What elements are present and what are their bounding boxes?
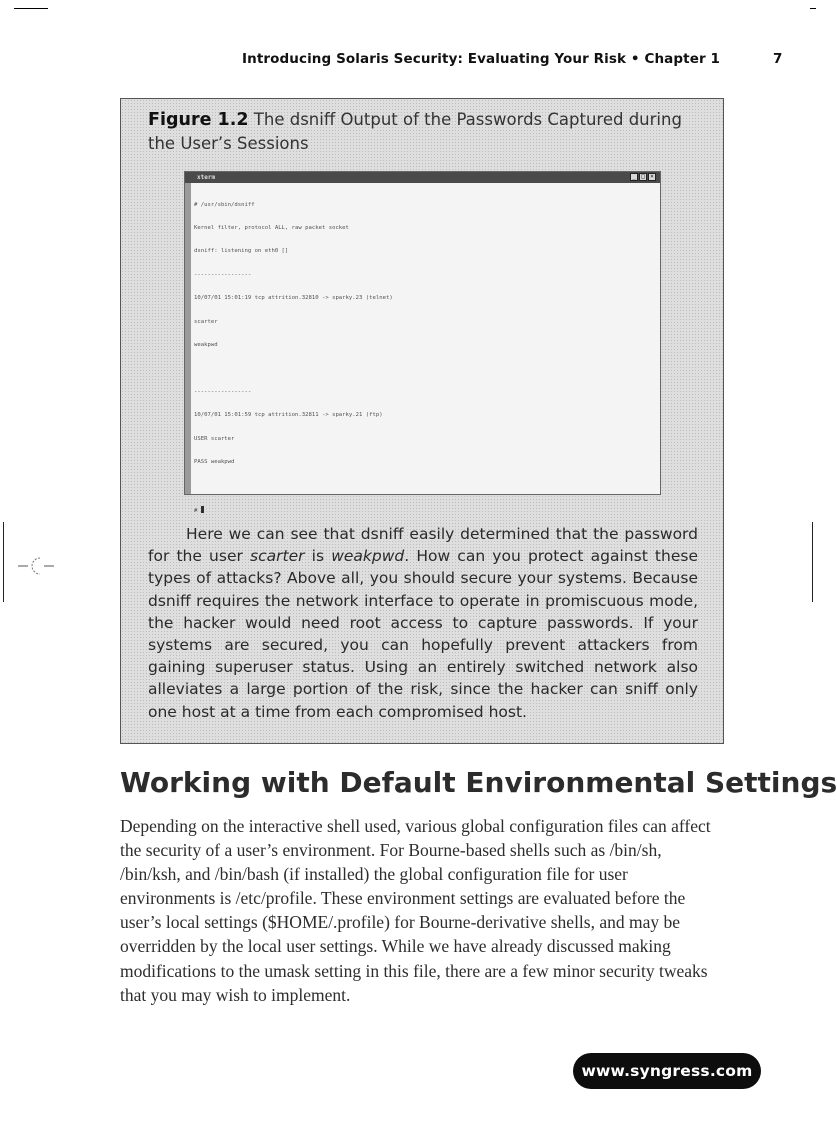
running-head [0,51,816,71]
figure-paragraph [148,523,698,723]
maximize-icon: □ [639,173,647,181]
paragraph-text: . How can you protect against these types of attacks? Above all, you should secure your systems. Because dsniff requires the network interface to operate in promiscuous mode, the hacker would need root access to capture passwords. If your systems are secured, you can hopefully prevent attackers from gaining superuser status. Using an entirely switched network also alleviates a large portion of the risk, since the hacker can sniff only one host at a time from each compromised host. [148,547,698,721]
terminal-line: ----------------- [194,271,252,278]
close-icon: × [648,173,656,181]
terminal-output [194,186,656,514]
username-italic: scarter [250,547,305,566]
figure-caption [148,108,708,156]
cursor-icon [201,506,204,513]
terminal-screenshot [184,171,661,514]
figure-label: Figure 1.2 [148,110,249,130]
figure-caption-text: The dsniff Output of the Passwords Captured during the User’s Sessions [148,110,682,153]
terminal-line: weakpwd [194,341,218,348]
terminal-line: dsniff: listening on eth0 [] [194,248,289,255]
paragraph-text: Here we can see that dsniff easily determined that the password for the user [148,525,698,566]
password-italic: weakpwd [331,547,405,566]
terminal-blank-line [194,482,656,490]
minimize-icon: _ [630,173,638,181]
footer-url-badge: www.syngress.com [573,1053,761,1089]
right-edge-line [812,522,813,602]
page-number: 7 [773,51,783,67]
terminal-line: USER scarter [194,435,235,442]
terminal-prompt: # [194,507,201,514]
terminal-title: xterm [197,174,216,181]
terminal-line: PASS weakpwd [194,458,235,465]
terminal-line: Kernel filter, protocol ALL, raw packet socket [194,224,349,231]
terminal-titlebar [185,172,660,183]
paragraph-text: is [304,547,332,566]
crop-mark-top-left [14,8,48,9]
terminal-prompt-line [194,506,656,516]
left-edge-line [3,522,4,602]
registration-mark-icon [16,555,56,577]
terminal-blank-line [194,365,656,373]
terminal-line: scarter [194,318,218,325]
terminal-line: 10/07/01 15:01:19 tcp attrition.32810 -> sparky.23 (telnet) [194,295,393,302]
section-heading: Working with Default Environmental Settings [120,766,837,799]
terminal-line: # /usr/sbin/dsniff [194,201,255,208]
figure-box [120,98,724,744]
body-paragraph: Depending on the interactive shell used, various global configuration files can affect the security of a user’s environment. For Bourne-based shells such as /bin/sh, /bin/ksh, and /bin/bash (if installed) the global configuration file for user environments is /etc/profile. These environment settings are evaluated before the user’s local settings ($HOME/.profile) for Bourne-derivative shells, and may be overridden by the local user settings. While we have already discussed making modifications to the umask setting in this file, there are a few minor security tweaks that you may wish to implement. [120,816,711,1005]
terminal-line: 10/07/01 15:01:59 tcp attrition.32811 -> sparky.21 (ftp) [194,412,383,419]
window-buttons [630,173,656,181]
terminal-line: ----------------- [194,388,252,395]
crop-mark-top-right [810,8,816,9]
running-head-title: Introducing Solaris Security: Evaluating Your Risk • Chapter 1 [241,51,720,67]
terminal-scrollbar [185,183,191,494]
